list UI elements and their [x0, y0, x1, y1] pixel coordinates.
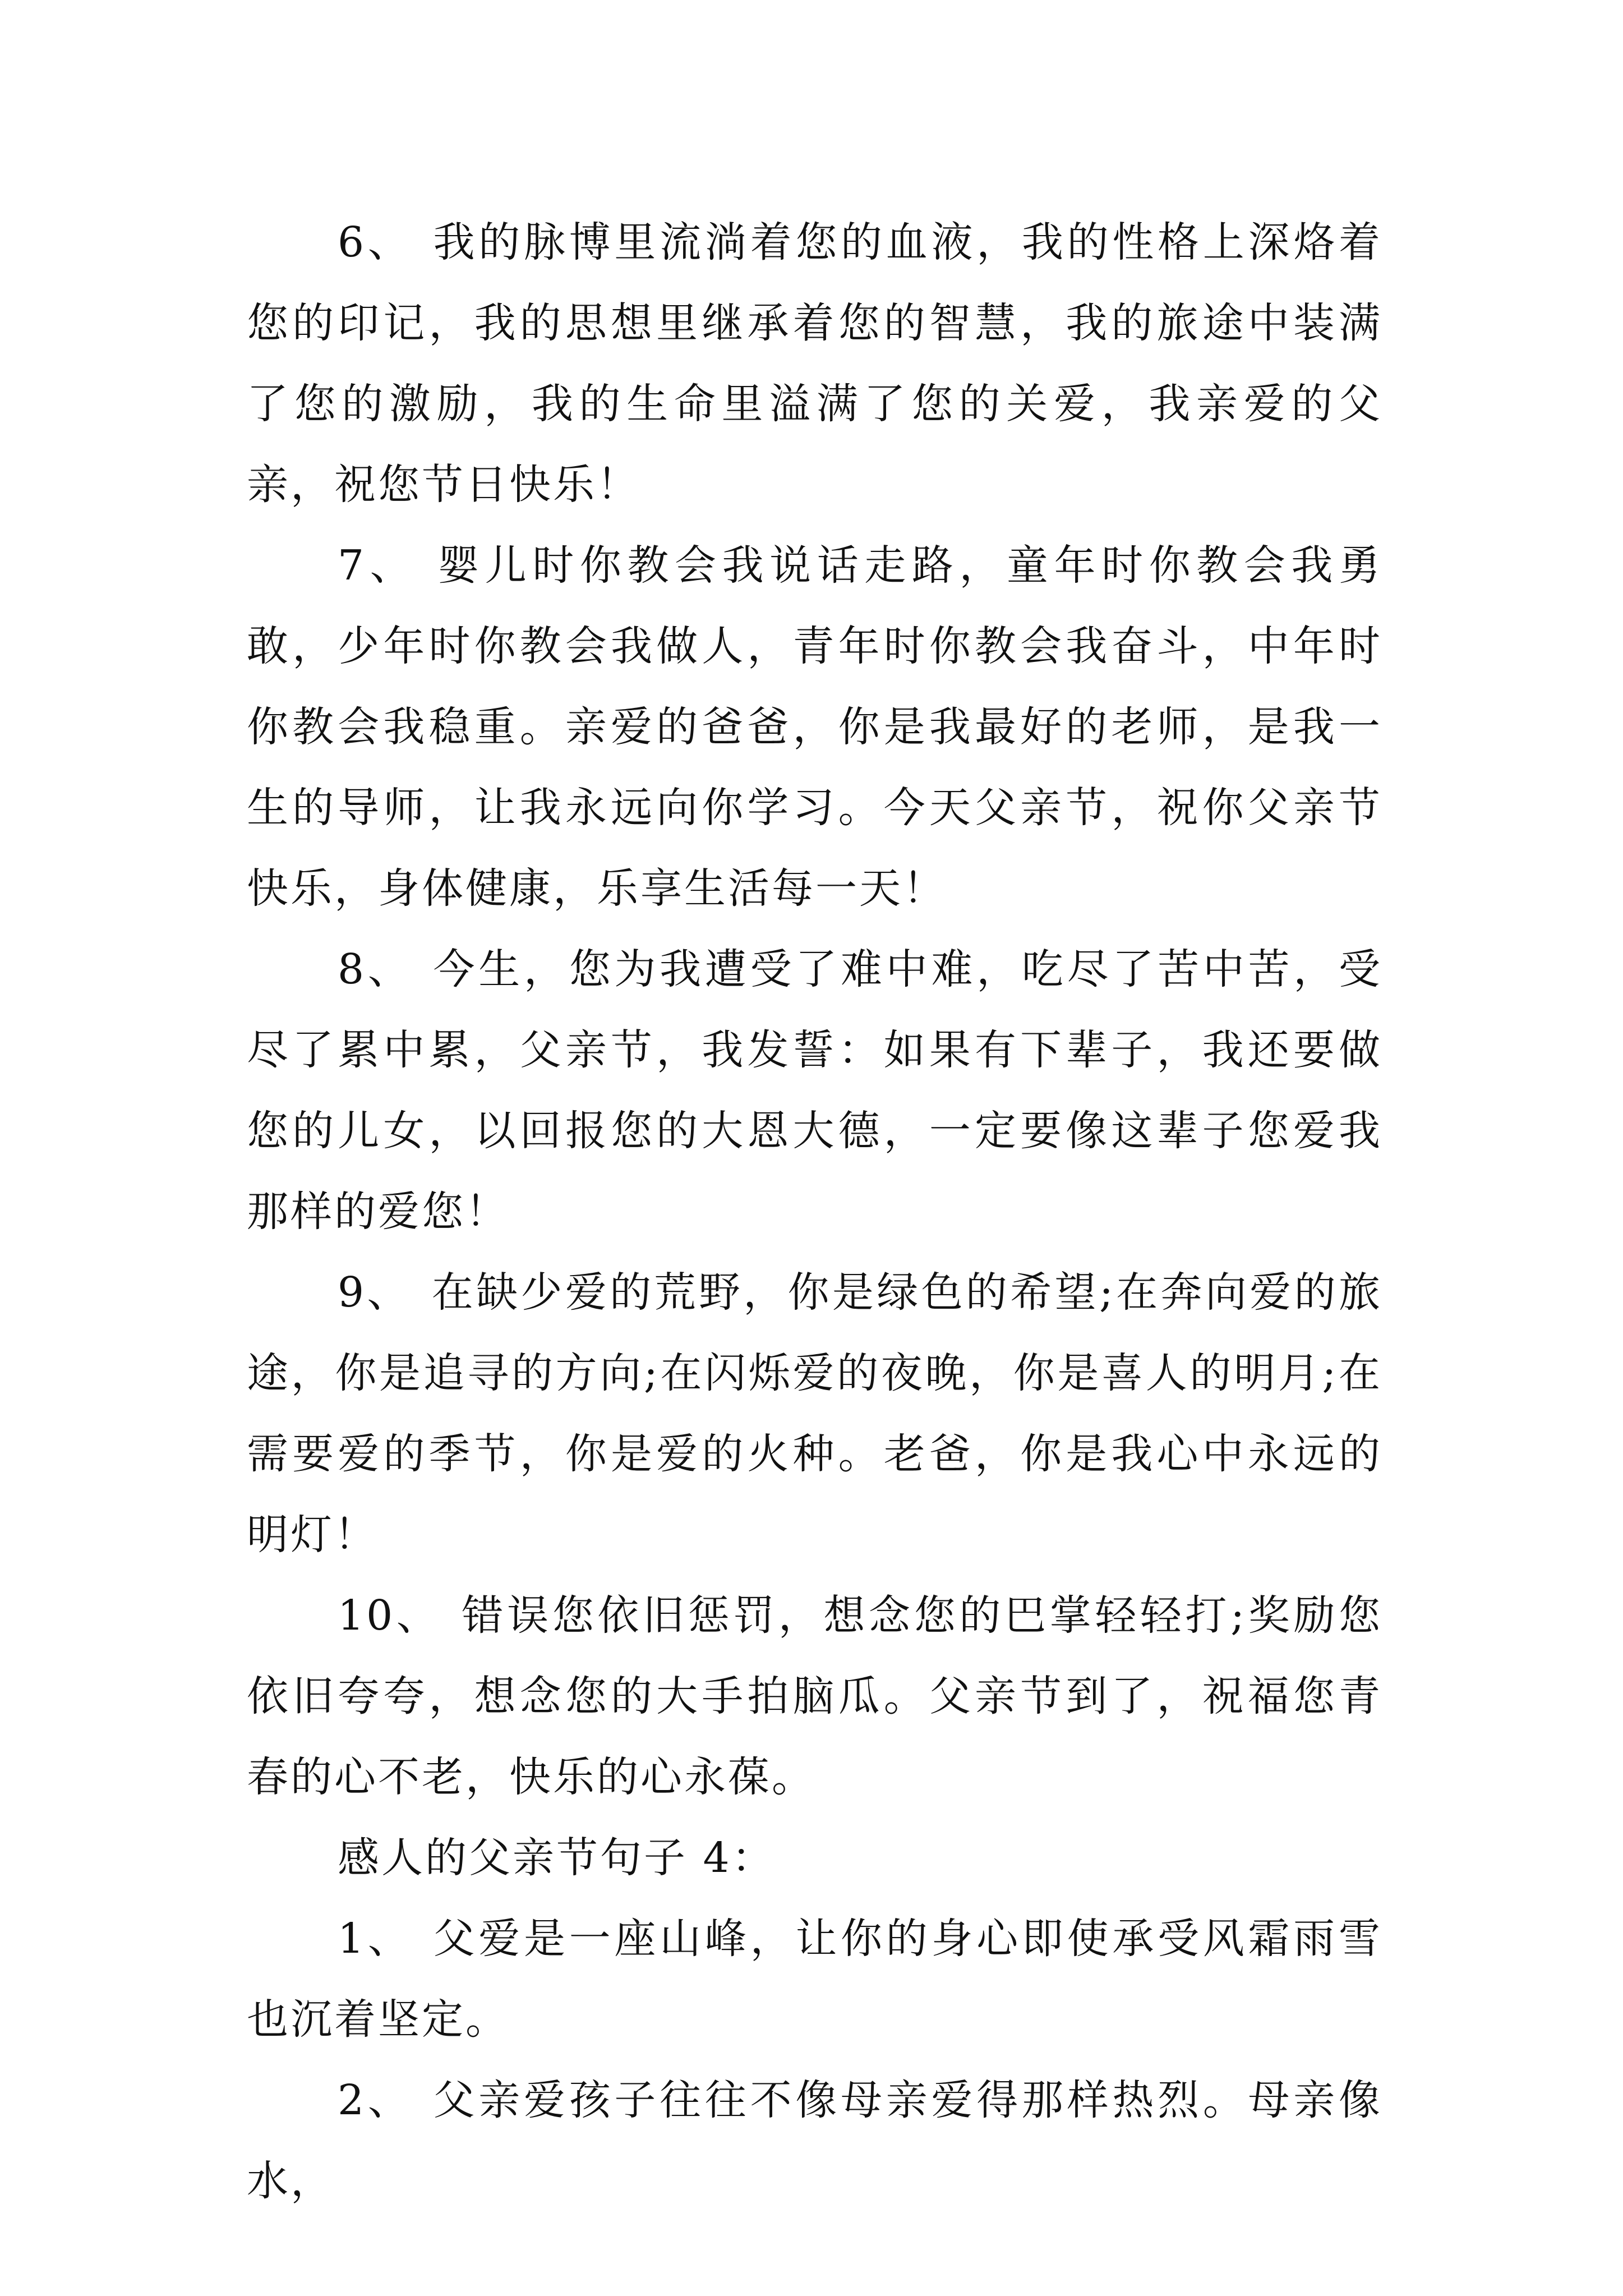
paragraph-item-2 — [247, 2060, 1382, 2221]
item-number: 8、 — [338, 945, 413, 993]
paragraph-text: 错误您依旧惩罚，想念您的巴掌轻轻打;奖励您依旧夸夸，想念您的大手拍脑瓜。父亲节到了，祝福您青春的心不老，快乐的心永葆。 — [247, 1591, 1382, 1801]
paragraph-item-6 — [247, 202, 1382, 525]
paragraph-item-9 — [247, 1252, 1382, 1575]
paragraph-item-1 — [247, 1898, 1382, 2060]
item-number: 10、 — [338, 1591, 442, 1640]
item-number: 1、 — [338, 1915, 413, 1963]
paragraph-text: 父亲爱孩子往往不像母亲爱得那样热烈。母亲像水， — [247, 2076, 1382, 2205]
paragraph-item-10 — [247, 1575, 1382, 1818]
paragraph-text: 婴儿时你教会我说话走路，童年时你教会我勇敢，少年时你教会我做人，青年时你教会我奋斗，中年时你教会我稳重。亲爱的爸爸，你是我最好的老师，是我一生的导师，让我永远向你学习。今天父亲节，祝你父亲节快乐，身体健康，乐享生活每一天！ — [247, 541, 1382, 913]
document-body — [247, 202, 1382, 2221]
item-number: 6、 — [338, 218, 413, 266]
paragraph-item-7 — [247, 525, 1382, 929]
item-number: 7、 — [338, 541, 418, 590]
paragraph-item-8 — [247, 929, 1382, 1252]
item-number: 9、 — [338, 1268, 412, 1317]
item-number: 2、 — [338, 2076, 413, 2124]
section-heading-text: 感人的父亲节句子 4： — [338, 1834, 776, 1882]
paragraph-text: 今生，您为我遭受了难中难，吃尽了苦中苦，受尽了累中累，父亲节，我发誓：如果有下辈子，我还要做您的儿女，以回报您的大恩大德，一定要像这辈子您爱我那样的爱您！ — [247, 945, 1382, 1236]
paragraph-text: 我的脉博里流淌着您的血液，我的性格上深烙着您的印记，我的思想里继承着您的智慧，我的旅途中装满了您的激励，我的生命里溢满了您的关爱，我亲爱的父亲，祝您节日快乐！ — [247, 218, 1382, 509]
section-heading — [247, 1818, 1382, 1898]
paragraph-text: 在缺少爱的荒野，你是绿色的希望;在奔向爱的旅途，你是追寻的方向;在闪烁爱的夜晚，你是喜人的明月;在需要爱的季节，你是爱的火种。老爸，你是我心中永远的明灯！ — [247, 1268, 1382, 1559]
paragraph-text: 父爱是一座山峰，让你的身心即使承受风霜雨雪也沉着坚定。 — [247, 1915, 1382, 2044]
